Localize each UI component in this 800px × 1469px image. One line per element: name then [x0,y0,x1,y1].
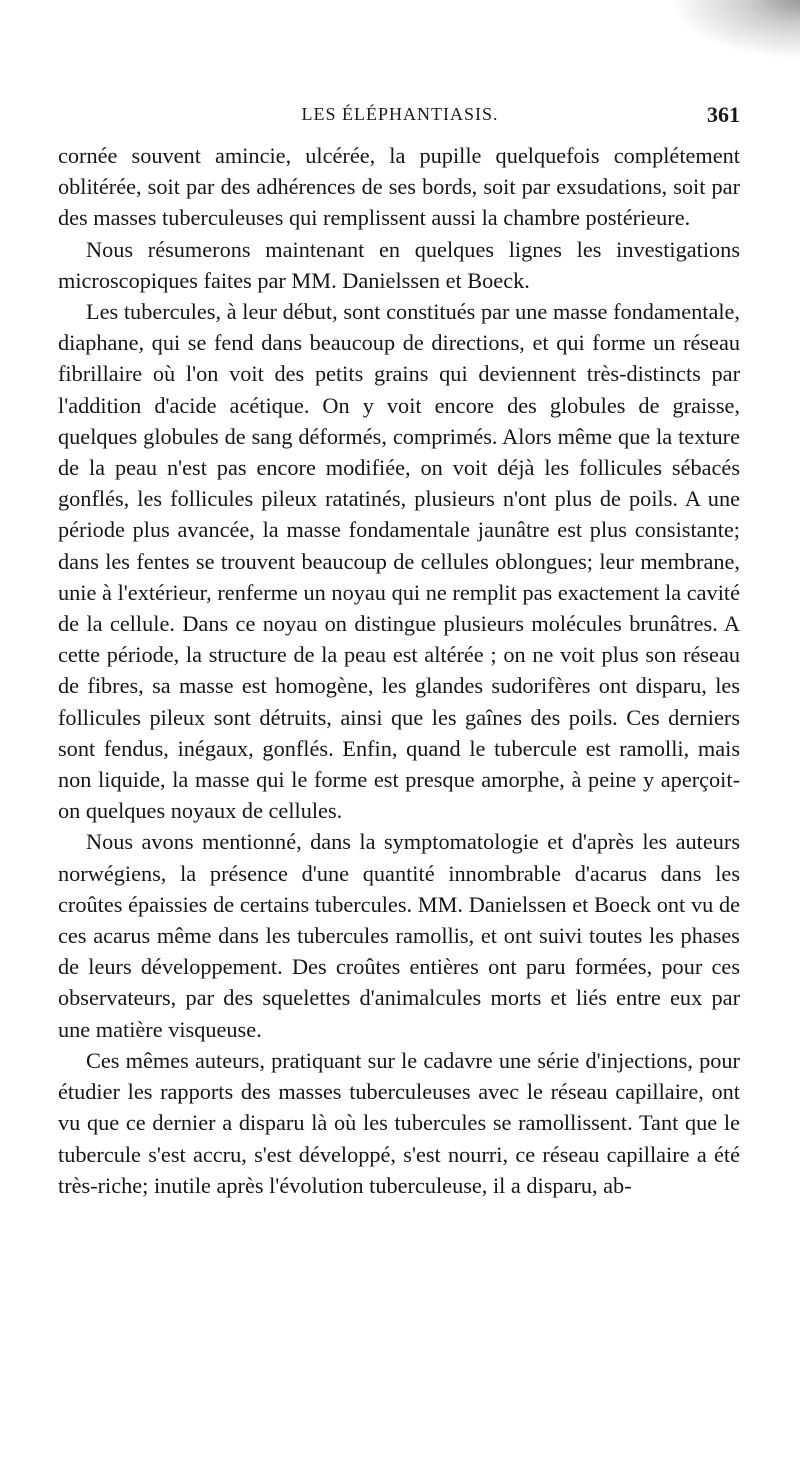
paragraph: Ces mêmes auteurs, pratiquant sur le cadavre une série d'injections, pour étudier les rapports des masses tuberculeuses avec le réseau capillaire, ont vu que ce dernier a disparu là où les tubercules se ramollissent. Tant que le tubercule s'est accru, s'est développé, s'est nourri, ce réseau capillaire a été très-riche; inutile après l'évolution tuberculeuse, il a disparu, ab- [58,1047,740,1198]
page-number: 361 [707,102,740,127]
paragraph: Nous résumerons maintenant en quelques lignes les investigations microscopiques faites par MM. Danielssen et Boeck. [58,236,740,293]
paragraph-continuation: cornée souvent amincie, ulcérée, la pupille quelquefois complétement oblitérée, soit par des adhérences de ses bords, soit par exsudations, soit par des masses tuberculeuses qui remplissent aussi la chambre postérieure. [58,143,740,231]
running-title: LES ÉLÉPHANTIASIS. [301,104,499,124]
paragraph: Nous avons mentionné, dans la symptomatologie et d'après les auteurs norwégiens, la présence d'une quantité innombrable d'acarus dans les croûtes épaissies de certains tubercules. MM. Danielssen et Boeck ont vu de ces acarus même dans les tubercules ramollis, et ont suivi toutes les phases de leurs développement. Des croûtes entières ont paru formées, pour ces observateurs, par des squelettes d'animalcules morts et liés entre eux par une matière visqueuse. [58,829,740,1042]
scan-corner-shadow [670,0,800,60]
paragraph: Les tubercules, à leur début, sont constitués par une masse fondamentale, diaphane, qui se fend dans beaucoup de directions, et qui forme un réseau fibrillaire où l'on voit des petits grains qui deviennent très-distincts par l'addition d'acide acétique. On y voit encore des globules de graisse, quelques globules de sang déformés, comprimés. Alors même que la texture de la peau n'est pas encore modifiée, on voit déjà les follicules sébacés gonflés, les follicules pileux ratatinés, plusieurs n'ont plus de poils. A une période plus avancée, la masse fondamentale jaunâtre est plus consistante; dans les fentes se trouvent beaucoup de cellules oblongues; leur membrane, unie à l'extérieur, renferme un noyau qui ne remplit pas exactement la cavité de la cellule. Dans ce noyau on distingue plusieurs molécules brunâtres. A cette période, la structure de la peau est altérée ; on ne voit plus son réseau de fibres, sa masse est homogène, les glandes sudorifères ont disparu, les follicules pileux sont détruits, ainsi que les gaînes des poils. Ces derniers sont fendus, inégaux, gonflés. Enfin, quand le tubercule est ramolli, mais non liquide, la masse qui le forme est presque amorphe, à peine y aperçoit-on quelques noyaux de cellules. [58,299,740,824]
running-header [60,104,740,134]
body-text [58,140,740,1201]
